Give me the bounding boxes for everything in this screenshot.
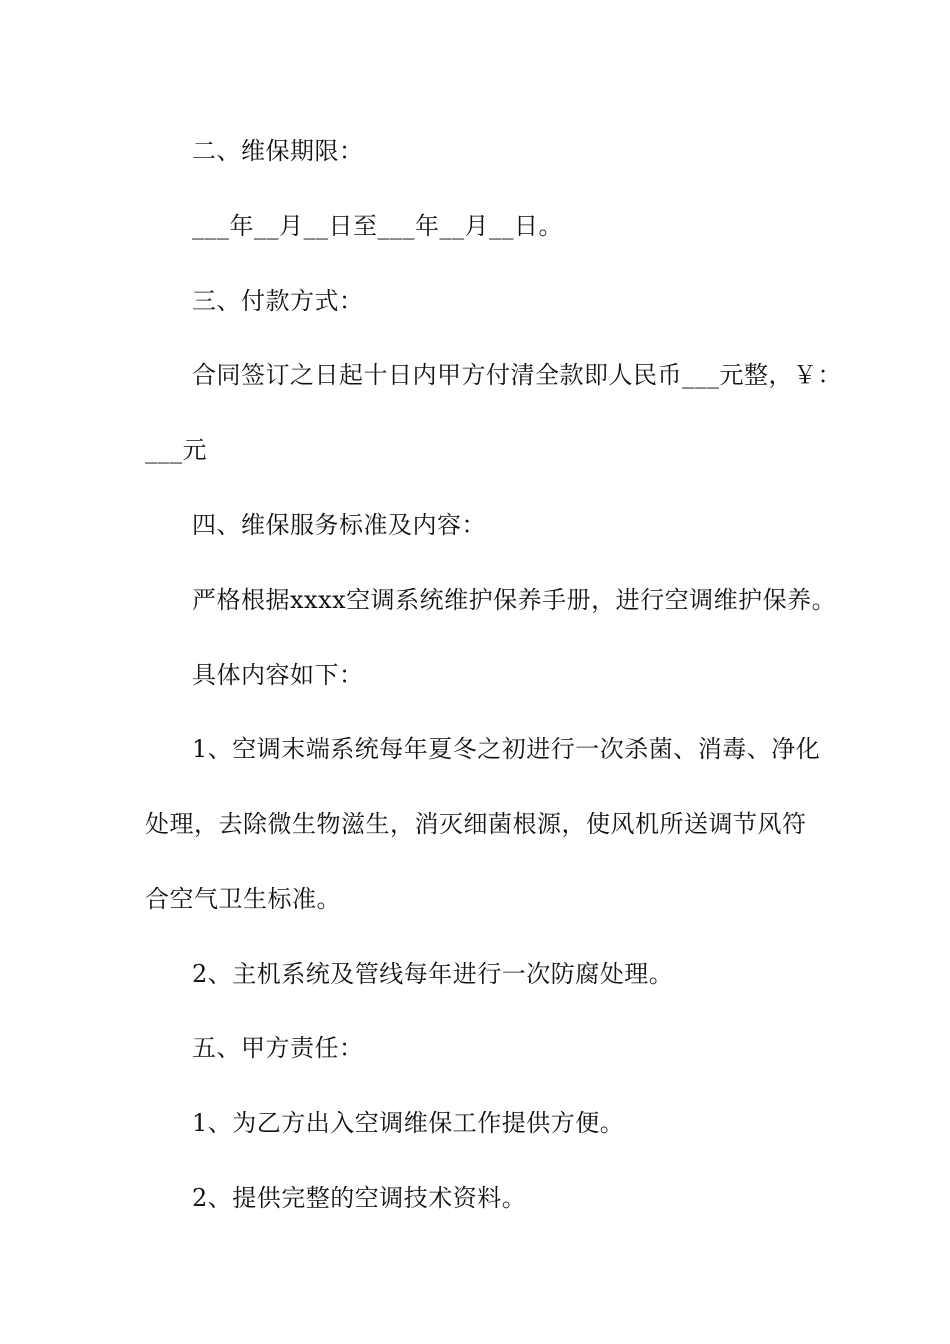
service-item-1-line-1: 1、空调末端系统每年夏冬之初进行一次杀菌、消毒、净化 xyxy=(192,735,821,763)
section-heading-maintenance-period: 二、维保期限： xyxy=(192,137,364,165)
payment-terms-line-2: ___元 xyxy=(145,436,207,464)
service-item-2: 2、主机系统及管线每年进行一次防腐处理。 xyxy=(192,960,674,988)
party-a-responsibility-1: 1、为乙方出入空调维保工作提供方便。 xyxy=(192,1109,625,1137)
service-content-intro: 具体内容如下： xyxy=(192,661,364,689)
section-heading-payment-method: 三、付款方式： xyxy=(192,287,364,315)
maintenance-period-dates: ___年__月__日至___年__月__日。 xyxy=(192,212,563,240)
service-standard-text: 严格根据xxxx空调系统维护保养手册，进行空调维护保养。 xyxy=(192,586,837,614)
section-heading-service-standard: 四、维保服务标准及内容： xyxy=(192,511,486,539)
party-a-responsibility-2: 2、提供完整的空调技术资料。 xyxy=(192,1184,527,1212)
payment-terms-line-1: 合同签订之日起十日内甲方付清全款即人民币___元整，￥： xyxy=(192,361,842,389)
section-heading-party-a-responsibility: 五、甲方责任： xyxy=(192,1034,364,1062)
service-item-1-line-3: 合空气卫生标准。 xyxy=(145,885,341,913)
service-item-1-line-2: 处理，去除微生物滋生，消灭细菌根源，使风机所送调节风符 xyxy=(145,810,807,838)
